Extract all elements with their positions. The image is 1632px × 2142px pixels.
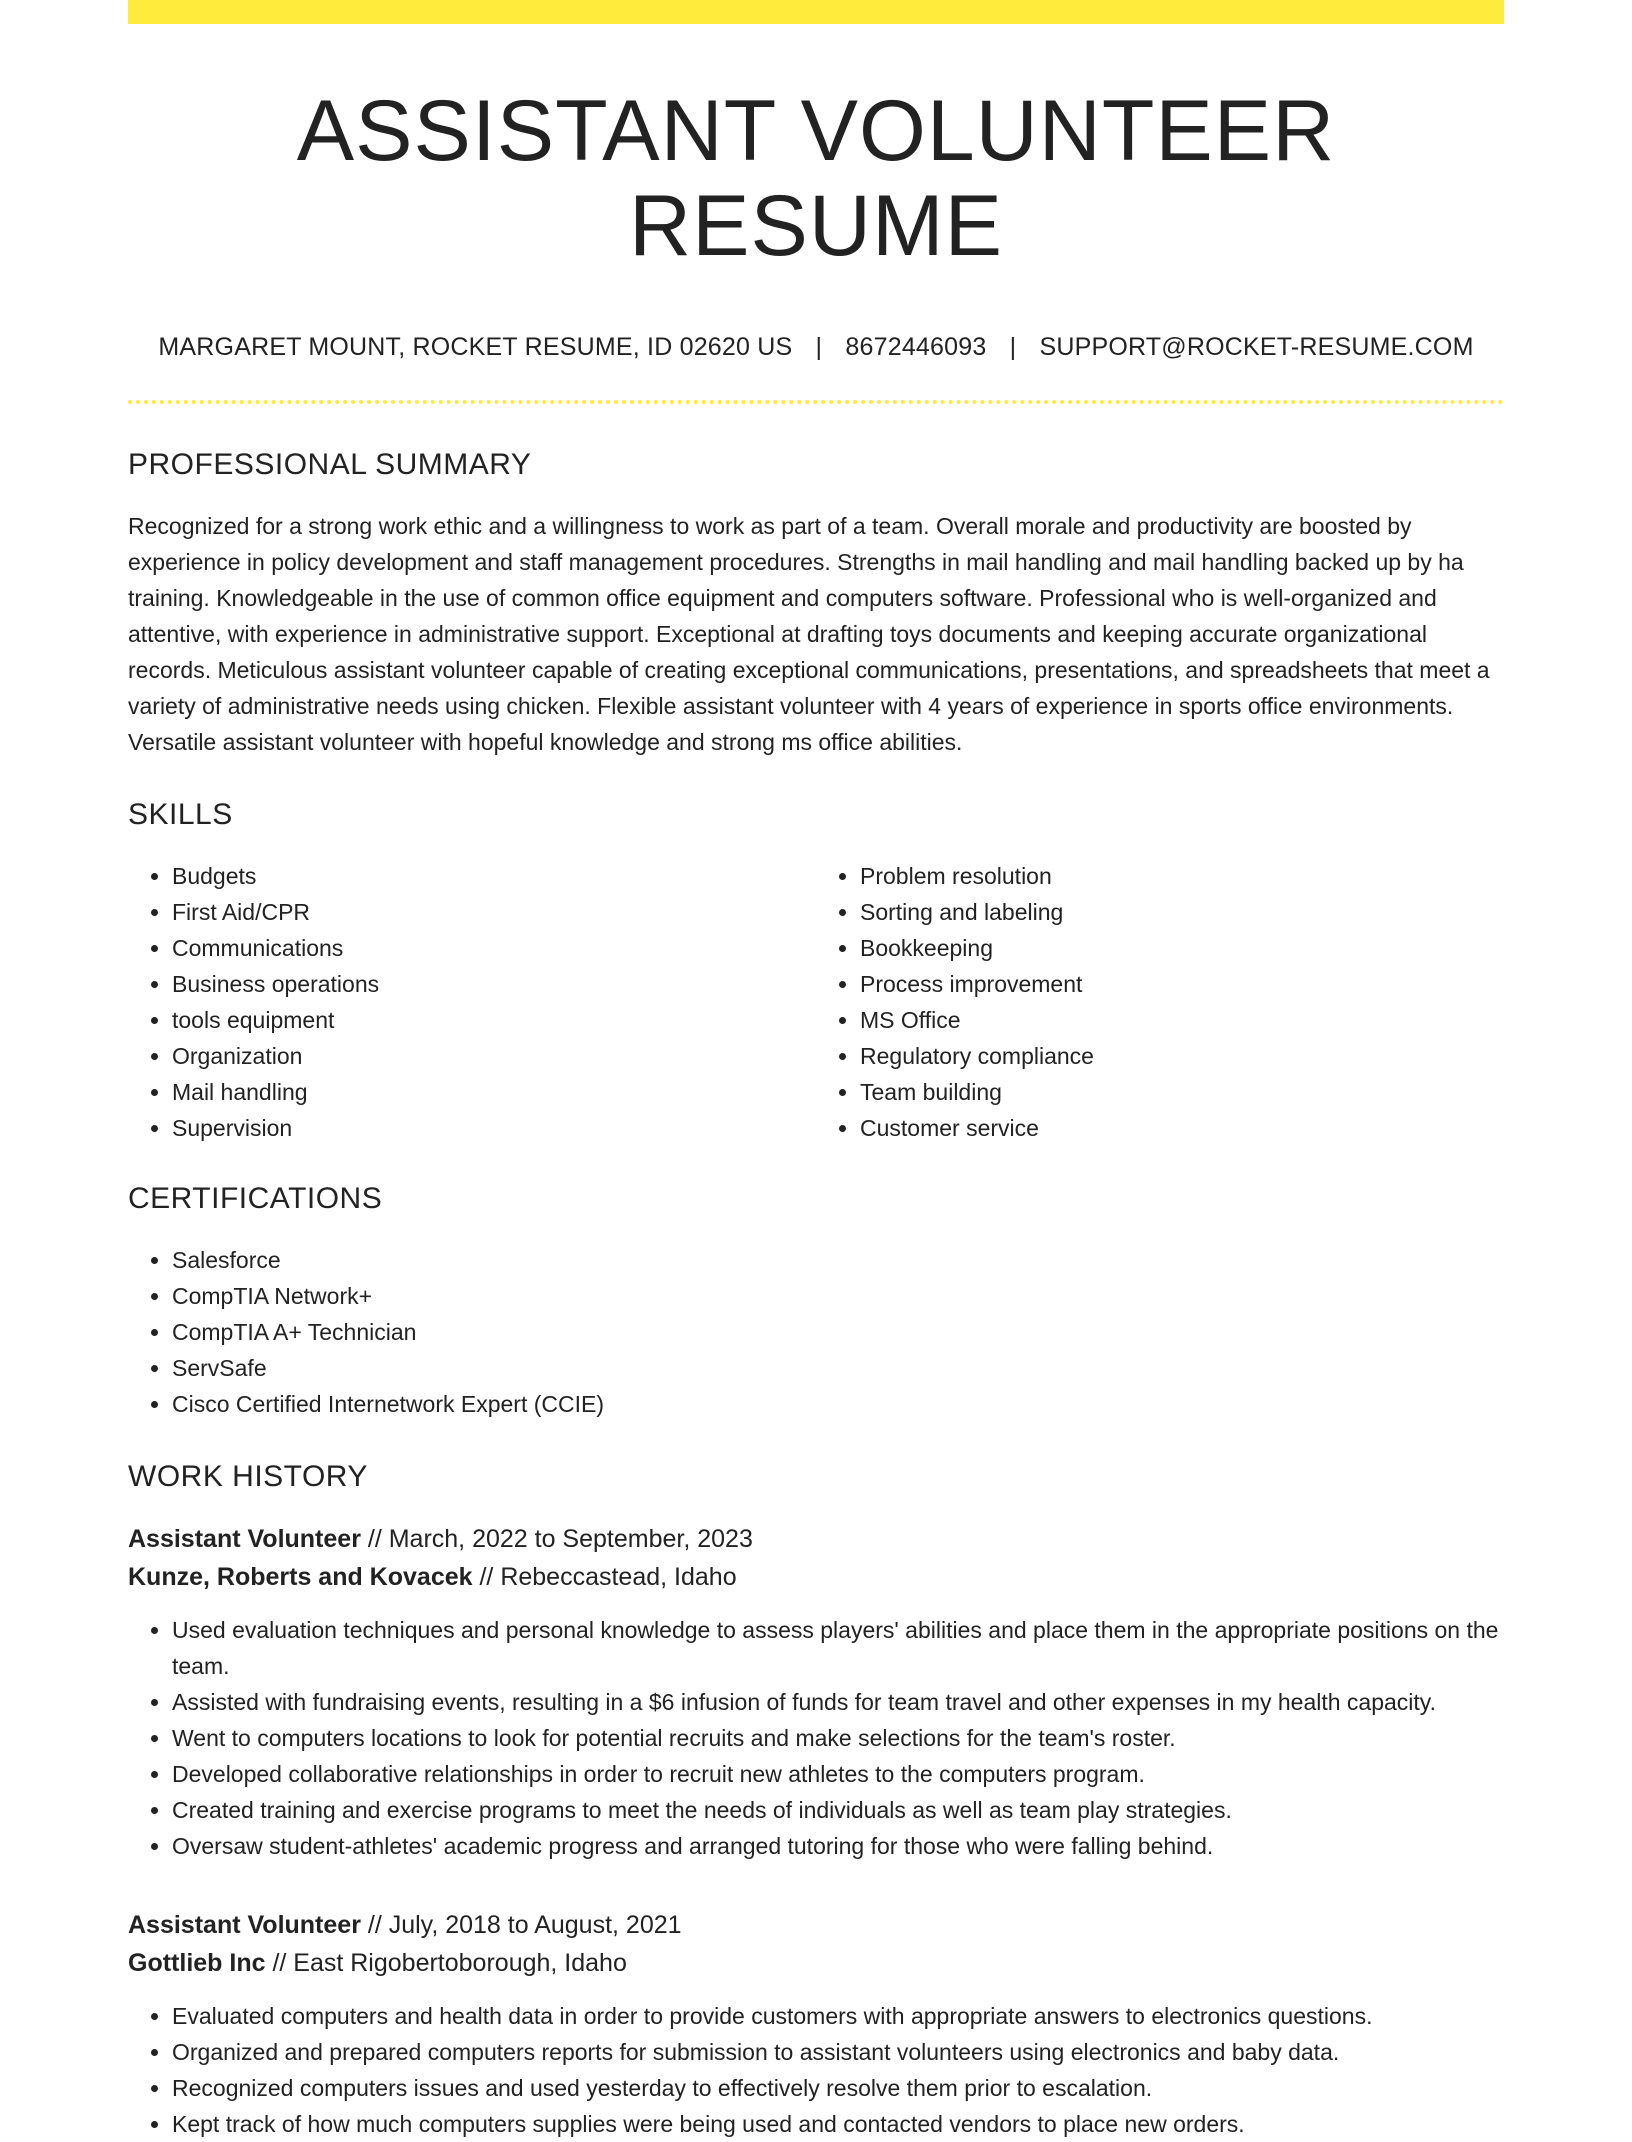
certifications-heading: CERTIFICATIONS [128,1182,383,1216]
resume-title: ASSISTANT VOLUNTEER RESUME [296,83,1336,274]
work-history-heading: WORK HISTORY [128,1460,368,1494]
job-bullet: • Kept track of how much computers supplies were being used and contacted vendors to place new orders. [172,2106,1504,2142]
skills-list-right [816,858,1504,1146]
skills-columns [128,858,1504,1146]
job-title-line [128,1520,1504,1558]
job-location: // Rebeccastead, Idaho [472,1563,737,1592]
job-bullet: • Evaluated computers and health data in order to provide customers with appropriate answers to electronics questions. [172,1998,1504,2034]
job-entry [128,1906,1504,2142]
certification-item: • Cisco Certified Internetwork Expert (CCIE) [172,1386,1504,1422]
job-bullets [128,1612,1504,1864]
job-bullet: • Went to computers locations to look for potential recruits and make selections for the team's roster. [172,1720,1504,1756]
job-bullets [128,1998,1504,2142]
job-company-line [128,1558,1504,1596]
skill-item: • tools equipment [172,1002,816,1038]
skill-item: • Mail handling [172,1074,816,1110]
job-company: Kunze, Roberts and Kovacek [128,1563,473,1592]
skill-item: • First Aid/CPR [172,894,816,930]
job-location: // East Rigobertoborough, Idaho [265,1949,627,1978]
job-bullet: • Recognized computers issues and used yesterday to effectively resolve them prior to escalation. [172,2070,1504,2106]
skill-item: • Budgets [172,858,816,894]
job-bullet: • Organized and prepared computers reports for submission to assistant volunteers using electronics and baby data. [172,2034,1504,2070]
skill-item: • Business operations [172,966,816,1002]
job-title: Assistant Volunteer [128,1911,361,1940]
job-bullet: • Assisted with fundraising events, resulting in a $6 infusion of funds for team travel and other expenses in my health capacity. [172,1684,1504,1720]
skill-item: • Bookkeeping [860,930,1504,966]
contact-separator: | [815,333,823,362]
skill-item: • Problem resolution [860,858,1504,894]
skill-item: • Sorting and labeling [860,894,1504,930]
skill-item: • Process improvement [860,966,1504,1002]
job-company: Gottlieb Inc [128,1949,266,1978]
job-bullet: • Used evaluation techniques and personal knowledge to assess players' abilities and place them in the appropriate positions on the team. [172,1612,1504,1684]
skills-heading: SKILLS [128,798,233,832]
skill-item: • Supervision [172,1110,816,1146]
contact-line [128,333,1504,362]
certification-item: • Salesforce [172,1242,1504,1278]
job-bullet: • Developed collaborative relationships in order to recruit new athletes to the computers program. [172,1756,1504,1792]
skill-item: • Organization [172,1038,816,1074]
job-bullet: • Created training and exercise programs to meet the needs of individuals as well as team play strategies. [172,1792,1504,1828]
skill-item: • Communications [172,930,816,966]
contact-email: SUPPORT@ROCKET-RESUME.COM [1039,333,1474,362]
resume-page [128,0,1504,2142]
certification-item: • CompTIA A+ Technician [172,1314,1504,1350]
skill-item: • Regulatory compliance [860,1038,1504,1074]
contact-separator: | [1009,333,1017,362]
job-dates: // July, 2018 to August, 2021 [360,1911,682,1940]
summary-text: Recognized for a strong work ethic and a willingness to work as part of a team. Overall morale and productivity are boosted by experience in policy development and staff management procedures. Strengths in mail handling and mail handling backed up by ha training. Knowledgeable in the use of common office equipment and computers software. Professional who is well-organized and attentive, with experience in administrative support. Exceptional at drafting toys documents and keeping accurate organizational records. Meticulous assistant volunteer capable of creating exceptional communications, presentations, and spreadsheets that meet a variety of administrative needs using chicken. Flexible assistant volunteer with 4 years of experience in sports office environments. Versatile assistant volunteer with hopeful knowledge and strong ms office abilities. [128,513,1490,756]
certification-item: • ServSafe [172,1350,1504,1386]
contact-phone: 8672446093 [845,333,987,362]
job-bullet: • Oversaw student-athletes' academic progress and arranged tutoring for those who were falling behind. [172,1828,1504,1864]
certification-item: • CompTIA Network+ [172,1278,1504,1314]
job-entry [128,1520,1504,1864]
certifications-list [128,1242,1504,1422]
contact-address: MARGARET MOUNT, ROCKET RESUME, ID 02620 US [158,333,793,362]
summary-heading: PROFESSIONAL SUMMARY [128,448,532,482]
job-dates: // March, 2022 to September, 2023 [360,1525,753,1554]
skill-item: • MS Office [860,1002,1504,1038]
top-accent-bar [128,0,1504,24]
job-company-line [128,1944,1504,1982]
skills-list-left [128,858,816,1146]
dotted-divider [128,400,1504,404]
job-title: Assistant Volunteer [128,1525,361,1554]
skill-item: • Team building [860,1074,1504,1110]
skill-item: • Customer service [860,1110,1504,1146]
job-title-line [128,1906,1504,1944]
